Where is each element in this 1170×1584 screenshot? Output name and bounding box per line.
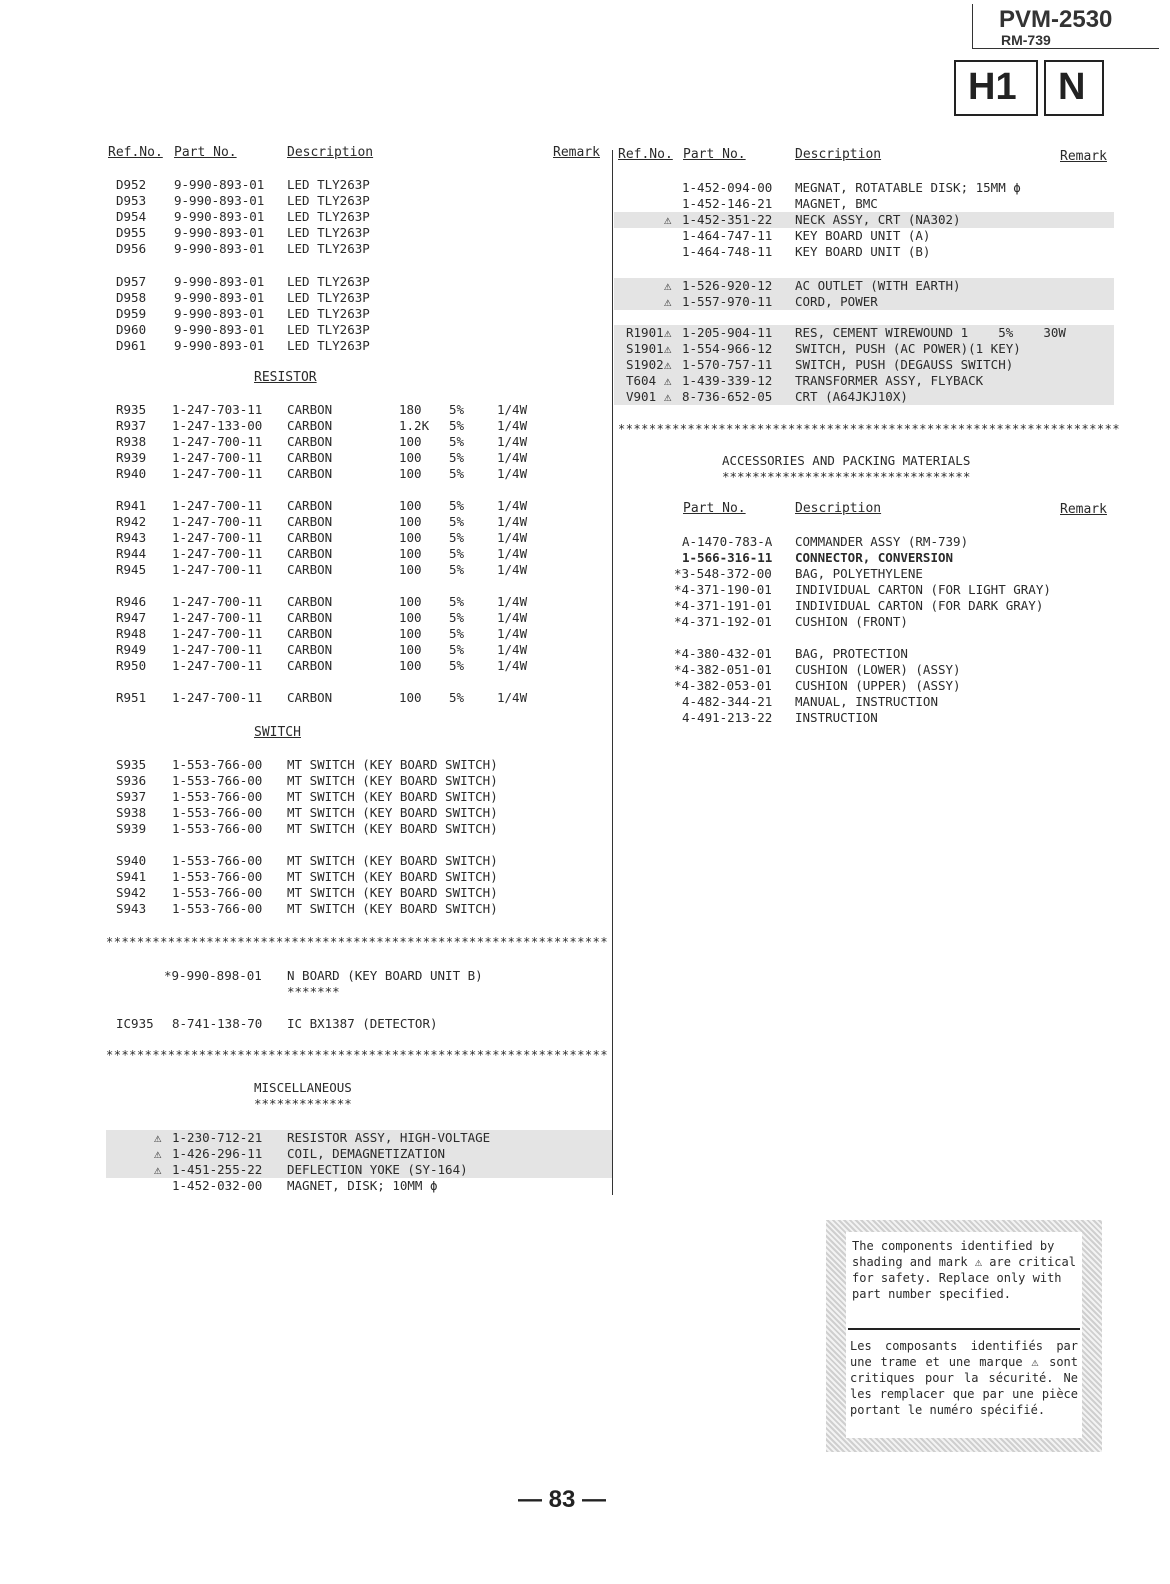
left-col-remark: Remark [553,145,600,160]
resistor-value: 100 [399,498,422,513]
resistor-tolerance: 5% [449,546,465,561]
power-part: 1-526-920-12 [682,278,773,293]
resistor-part: 1-247-700-11 [172,514,263,529]
misc-desc: RESISTOR ASSY, HIGH-VOLTAGE [287,1130,491,1145]
resistor-value: 100 [399,434,422,449]
right-col-part: Part No. [683,147,746,162]
switch-desc: MT SWITCH (KEY BOARD SWITCH) [287,757,498,772]
board-code-box [954,60,1038,116]
misc-desc: COIL, DEMAGNETIZATION [287,1146,446,1161]
switch-ref: S937 [116,789,147,804]
resistor-part: 1-247-700-11 [172,530,263,545]
resistor-tolerance: 5% [449,690,465,705]
accessory-part: *4-382-053-01 [674,678,772,693]
critical-desc: SWITCH, PUSH (AC POWER)(1 KEY) [795,341,1021,356]
led-ref: D958 [116,290,147,305]
led-desc: LED TLY263P [287,274,370,289]
led-desc: LED TLY263P [287,338,370,353]
accessory-desc: CUSHION (LOWER) (ASSY) [795,662,961,677]
resistor-value: 100 [399,658,422,673]
resistor-tolerance: 5% [449,402,465,417]
switch-ref: S938 [116,805,147,820]
warning-triangle-icon: ⚠ [664,341,672,356]
resistor-ref: R945 [116,562,147,577]
critical-desc: CRT (A64JKJ10X) [795,389,908,404]
ic-part: 8-741-138-70 [172,1016,263,1031]
switch-part: 1-553-766-00 [172,885,263,900]
safety-note [826,1220,1102,1452]
resistor-value: 100 [399,594,422,609]
resistor-ref: R940 [116,466,147,481]
power-part: 1-557-970-11 [682,294,773,309]
resistor-value: 100 [399,546,422,561]
warning-triangle-icon: ⚠ [664,278,672,293]
resistor-wattage: 1/4W [497,546,528,561]
led-desc: LED TLY263P [287,322,370,337]
misc-stars: ************* [254,1096,352,1111]
resistor-desc: CARBON [287,434,333,449]
resistor-tolerance: 5% [449,450,465,465]
resistor-wattage: 1/4W [497,450,528,465]
resistor-desc: CARBON [287,546,333,561]
accessory-part: *4-371-190-01 [674,582,772,597]
resistor-part: 1-247-700-11 [172,610,263,625]
resistor-ref: R939 [116,450,147,465]
resistor-ref: R948 [116,626,147,641]
switch-part: 1-553-766-00 [172,757,263,772]
ic-desc: IC BX1387 (DETECTOR) [287,1016,438,1031]
switch-title: SWITCH [254,725,301,740]
accessory-part: 1-566-316-11 [682,550,773,565]
separator-2: ***************************************************************** [106,1048,609,1062]
switch-part: 1-553-766-00 [172,805,263,820]
critical-desc: TRANSFORMER ASSY, FLYBACK [795,373,984,388]
led-desc: LED TLY263P [287,306,370,321]
accessory-desc: BAG, PROTECTION [795,646,908,661]
resistor-value: 100 [399,610,422,625]
resistor-ref: R944 [116,546,147,561]
misc-part: 1-452-351-22 [682,212,773,227]
separator-1: ***************************************************************** [106,935,609,949]
power-desc: CORD, POWER [795,294,878,309]
resistor-ref: R935 [116,402,147,417]
switch-part: 1-553-766-00 [172,821,263,836]
resistor-desc: CARBON [287,418,333,433]
critical-part: 8-736-652-05 [682,389,773,404]
acc-col-remark: Remark [1060,502,1107,517]
resistor-tolerance: 5% [449,498,465,513]
board-letter: N [1058,66,1086,108]
resistor-ref: R949 [116,642,147,657]
warning-triangle-icon: ⚠ [154,1130,162,1145]
warning-triangle-icon: ⚠ [664,212,672,227]
misc-desc: KEY BOARD UNIT (A) [795,228,931,243]
led-part: 9-990-893-01 [174,241,265,256]
resistor-part: 1-247-700-11 [172,562,263,577]
led-part: 9-990-893-01 [174,193,265,208]
resistor-part: 1-247-703-11 [172,402,263,417]
resistor-part: 1-247-700-11 [172,626,263,641]
model-header [972,4,1159,49]
switch-part: 1-553-766-00 [172,773,263,788]
resistor-wattage: 1/4W [497,498,528,513]
critical-ref: R1901 [626,325,664,340]
misc-part: 1-464-748-11 [682,244,773,259]
misc-desc: MAGNET, BMC [795,196,878,211]
resistor-ref: R943 [116,530,147,545]
led-part: 9-990-893-01 [174,322,265,337]
switch-ref: S939 [116,821,147,836]
right-col-desc: Description [795,147,882,162]
accessory-part: *4-371-192-01 [674,614,772,629]
led-ref: D957 [116,274,147,289]
led-ref: D955 [116,225,147,240]
accessory-desc: CUSHION (FRONT) [795,614,908,629]
resistor-ref: R941 [116,498,147,513]
resistor-desc: CARBON [287,658,333,673]
led-part: 9-990-893-01 [174,177,265,192]
misc-part: 1-452-032-00 [172,1178,263,1193]
resistor-value: 100 [399,562,422,577]
critical-part: 1-554-966-12 [682,341,773,356]
misc-desc: NECK ASSY, CRT (NA302) [795,212,961,227]
resistor-desc: CARBON [287,402,333,417]
resistor-title: RESISTOR [254,370,317,385]
accessory-part: A-1470-783-A [682,534,773,549]
led-ref: D959 [116,306,147,321]
misc-title: MISCELLANEOUS [254,1080,352,1095]
switch-desc: MT SWITCH (KEY BOARD SWITCH) [287,789,498,804]
n-board-part: *9-990-898-01 [164,968,262,983]
resistor-part: 1-247-700-11 [172,466,263,481]
resistor-value: 100 [399,466,422,481]
switch-desc: MT SWITCH (KEY BOARD SWITCH) [287,885,498,900]
right-col-remark: Remark [1060,149,1107,164]
switch-ref: S941 [116,869,147,884]
switch-ref: S935 [116,757,147,772]
resistor-desc: CARBON [287,514,333,529]
separator-3: ***************************************************************** [618,422,1121,436]
resistor-ref: R938 [116,434,147,449]
resistor-wattage: 1/4W [497,658,528,673]
critical-desc: SWITCH, PUSH (DEGAUSS SWITCH) [795,357,1014,372]
accessory-part: 4-491-213-22 [682,710,773,725]
accessory-part: *4-371-191-01 [674,598,772,613]
resistor-ref: R946 [116,594,147,609]
resistor-ref: R947 [116,610,147,625]
critical-ref: S1902 [626,357,664,372]
misc-desc: MEGNAT, ROTATABLE DISK; 15MM ϕ [795,180,1021,195]
resistor-value: 100 [399,530,422,545]
led-ref: D956 [116,241,147,256]
resistor-wattage: 1/4W [497,418,528,433]
led-part: 9-990-893-01 [174,306,265,321]
accessory-part: *4-380-432-01 [674,646,772,661]
resistor-tolerance: 5% [449,466,465,481]
warning-triangle-icon: ⚠ [154,1146,162,1161]
resistor-value: 100 [399,514,422,529]
resistor-desc: CARBON [287,530,333,545]
switch-part: 1-553-766-00 [172,869,263,884]
resistor-desc: CARBON [287,450,333,465]
switch-part: 1-553-766-00 [172,789,263,804]
resistor-desc: CARBON [287,498,333,513]
accessory-part: 4-482-344-21 [682,694,773,709]
resistor-tolerance: 5% [449,530,465,545]
accessory-part: *4-382-051-01 [674,662,772,677]
critical-ref: T604 [626,373,657,388]
led-part: 9-990-893-01 [174,225,265,240]
resistor-desc: CARBON [287,466,333,481]
resistor-part: 1-247-700-11 [172,658,263,673]
led-part: 9-990-893-01 [174,274,265,289]
board-code: H1 [968,66,1017,108]
ic-ref: IC935 [116,1016,154,1031]
led-desc: LED TLY263P [287,225,370,240]
accessory-part: *3-548-372-00 [674,566,772,581]
misc-part: 1-230-712-21 [172,1130,263,1145]
resistor-value: 100 [399,690,422,705]
accessory-desc: INSTRUCTION [795,710,878,725]
acc-col-part: Part No. [683,501,746,516]
resistor-wattage: 1/4W [497,530,528,545]
accessory-desc: INDIVIDUAL CARTON (FOR DARK GRAY) [795,598,1044,613]
n-board-desc: N BOARD (KEY BOARD UNIT B) [287,968,483,983]
acc-col-desc: Description [795,501,882,516]
resistor-part: 1-247-700-11 [172,498,263,513]
resistor-part: 1-247-700-11 [172,546,263,561]
resistor-desc: CARBON [287,562,333,577]
accessory-desc: COMMANDER ASSY (RM-739) [795,534,969,549]
misc-desc: KEY BOARD UNIT (B) [795,244,931,259]
right-col-ref: Ref.No. [618,147,673,162]
switch-desc: MT SWITCH (KEY BOARD SWITCH) [287,853,498,868]
misc-desc: DEFLECTION YOKE (SY-164) [287,1162,468,1177]
warning-triangle-icon: ⚠ [664,294,672,309]
accessories-stars: ********************************* [722,469,971,484]
switch-desc: MT SWITCH (KEY BOARD SWITCH) [287,773,498,788]
resistor-part: 1-247-133-00 [172,418,263,433]
resistor-desc: CARBON [287,610,333,625]
critical-part: 1-570-757-11 [682,357,773,372]
page-number: — 83 — [518,1486,607,1513]
led-ref: D960 [116,322,147,337]
led-desc: LED TLY263P [287,209,370,224]
resistor-part: 1-247-700-11 [172,594,263,609]
safety-note-english: The components identified by shading and mark ⚠ are critical for safety. Replace only with part number specified. [852,1239,1076,1301]
resistor-tolerance: 5% [449,562,465,577]
resistor-ref: R942 [116,514,147,529]
led-ref: D953 [116,193,147,208]
power-desc: AC OUTLET (WITH EARTH) [795,278,961,293]
critical-part: 1-205-904-11 [682,325,773,340]
resistor-value: 100 [399,450,422,465]
resistor-wattage: 1/4W [497,610,528,625]
switch-ref: S942 [116,885,147,900]
resistor-tolerance: 5% [449,610,465,625]
misc-part: 1-464-747-11 [682,228,773,243]
resistor-tolerance: 5% [449,626,465,641]
resistor-ref: R937 [116,418,147,433]
warning-triangle-icon: ⚠ [664,357,672,372]
resistor-wattage: 1/4W [497,514,528,529]
misc-part: 1-452-146-21 [682,196,773,211]
critical-desc: RES, CEMENT WIREWOUND 1 5% 30W [795,325,1066,340]
critical-ref: S1901 [626,341,664,356]
resistor-ref: R950 [116,658,147,673]
resistor-wattage: 1/4W [497,642,528,657]
resistor-desc: CARBON [287,594,333,609]
resistor-wattage: 1/4W [497,466,528,481]
warning-triangle-icon: ⚠ [154,1162,162,1177]
led-desc: LED TLY263P [287,177,370,192]
resistor-tolerance: 5% [449,658,465,673]
resistor-value: 180 [399,402,422,417]
switch-desc: MT SWITCH (KEY BOARD SWITCH) [287,821,498,836]
left-col-desc: Description [287,145,374,160]
resistor-part: 1-247-700-11 [172,450,263,465]
resistor-part: 1-247-700-11 [172,690,263,705]
led-ref: D961 [116,338,147,353]
accessory-desc: BAG, POLYETHYLENE [795,566,923,581]
accessory-desc: CUSHION (UPPER) (ASSY) [795,678,961,693]
warning-triangle-icon: ⚠ [664,325,672,340]
misc-desc: MAGNET, DISK; 10MM ϕ [287,1178,438,1193]
resistor-tolerance: 5% [449,514,465,529]
led-desc: LED TLY263P [287,241,370,256]
model-number: PVM-2530 [999,6,1113,33]
switch-ref: S943 [116,901,147,916]
resistor-part: 1-247-700-11 [172,642,263,657]
resistor-tolerance: 5% [449,434,465,449]
resistor-desc: CARBON [287,642,333,657]
accessory-desc: INDIVIDUAL CARTON (FOR LIGHT GRAY) [795,582,1051,597]
misc-part: 1-451-255-22 [172,1162,263,1177]
switch-ref: S936 [116,773,147,788]
resistor-value: 1.2K [399,418,430,433]
led-ref: D954 [116,209,147,224]
critical-part: 1-439-339-12 [682,373,773,388]
resistor-ref: R951 [116,690,147,705]
led-part: 9-990-893-01 [174,209,265,224]
note-divider [848,1328,1080,1330]
sub-model: RM-739 [1001,32,1051,48]
resistor-part: 1-247-700-11 [172,434,263,449]
misc-part: 1-426-296-11 [172,1146,263,1161]
resistor-desc: CARBON [287,690,333,705]
switch-ref: S940 [116,853,147,868]
warning-triangle-icon: ⚠ [664,373,672,388]
warning-triangle-icon: ⚠ [664,389,672,404]
resistor-value: 100 [399,642,422,657]
critical-ref: V901 [626,389,657,404]
switch-desc: MT SWITCH (KEY BOARD SWITCH) [287,805,498,820]
switch-part: 1-553-766-00 [172,901,263,916]
board-letter-box [1044,60,1104,116]
resistor-desc: CARBON [287,626,333,641]
switch-desc: MT SWITCH (KEY BOARD SWITCH) [287,901,498,916]
resistor-tolerance: 5% [449,642,465,657]
resistor-wattage: 1/4W [497,690,528,705]
switch-part: 1-553-766-00 [172,853,263,868]
resistor-wattage: 1/4W [497,562,528,577]
column-divider [612,150,613,1195]
accessories-title: ACCESSORIES AND PACKING MATERIALS [722,453,971,468]
left-col-part: Part No. [174,145,237,160]
accessory-desc: MANUAL, INSTRUCTION [795,694,938,709]
led-desc: LED TLY263P [287,193,370,208]
led-part: 9-990-893-01 [174,338,265,353]
resistor-wattage: 1/4W [497,626,528,641]
accessory-desc: CONNECTOR, CONVERSION [795,550,954,565]
resistor-wattage: 1/4W [497,434,528,449]
resistor-tolerance: 5% [449,418,465,433]
left-col-ref: Ref.No. [108,145,163,160]
n-board-stars: ******* [287,984,340,999]
safety-note-french: Les composants identifiés par une trame et une marque ⚠ sont critiques pour la sécurité. Ne les remplacer que par une pièce portant le numéro spécifié. [850,1339,1078,1417]
resistor-wattage: 1/4W [497,594,528,609]
led-desc: LED TLY263P [287,290,370,305]
switch-desc: MT SWITCH (KEY BOARD SWITCH) [287,869,498,884]
resistor-wattage: 1/4W [497,402,528,417]
misc-part: 1-452-094-00 [682,180,773,195]
led-ref: D952 [116,177,147,192]
resistor-tolerance: 5% [449,594,465,609]
led-part: 9-990-893-01 [174,290,265,305]
resistor-value: 100 [399,626,422,641]
